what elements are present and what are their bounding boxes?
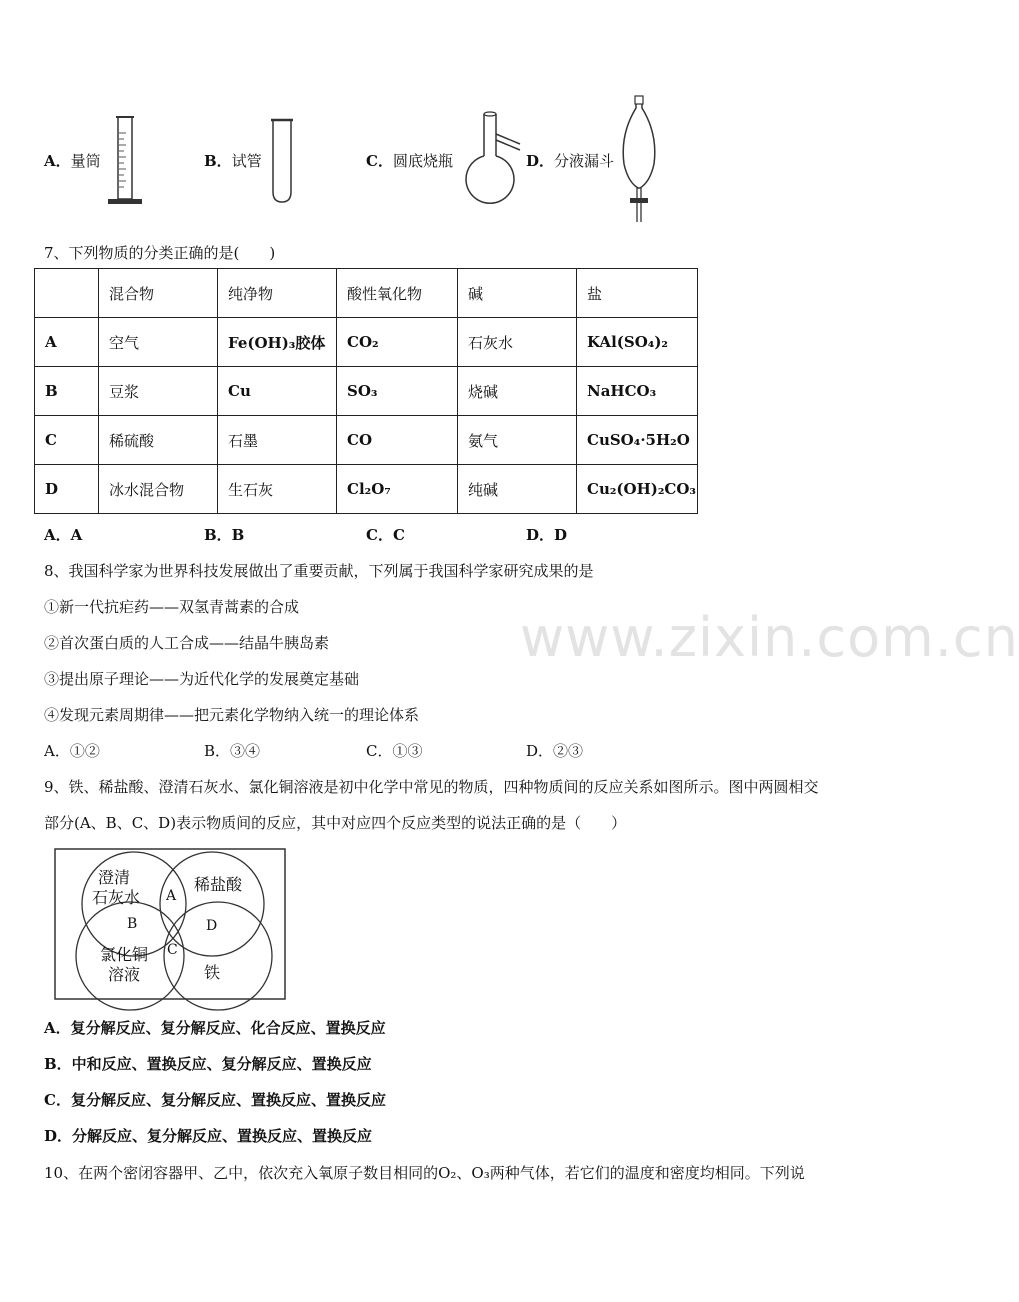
venn-label-limewater-2: 石灰水 <box>92 888 141 907</box>
table-row <box>35 367 698 416</box>
table-header-cell: 盐 <box>577 269 698 318</box>
classification-table <box>34 268 698 514</box>
venn-region-c: C <box>167 942 178 958</box>
q10-stem: 10、在两个密闭容器甲、乙中，依次充入氧原子数目相同的O₂、O₃两种气体，若它们的温度和密度均相同。下列说 <box>44 1164 805 1182</box>
q9-option-c <box>44 1089 386 1110</box>
q8-item: ④发现元素周期律——把元素化学物纳入统一的理论体系 <box>44 706 420 724</box>
option-text: A．复分解反应、复分解反应、化合反应、置换反应 <box>44 1019 386 1037</box>
table-cell: 纯碱 <box>458 465 577 514</box>
q8-item: ①新一代抗疟药——双氢青蒿素的合成 <box>44 598 300 616</box>
q9-stem-line2: 部分(A、B、C、D)表示物质间的反应，其中对应四个反应类型的说法正确的是（ ） <box>44 814 627 832</box>
q8-item: ③提出原子理论——为近代化学的发展奠定基础 <box>44 670 360 688</box>
venn-label-cucl2-2: 溶液 <box>108 965 141 984</box>
option-letter: C． <box>366 152 393 170</box>
option-c-apparatus <box>366 150 453 171</box>
table-cell: 稀硫酸 <box>99 416 218 465</box>
q8-stem: 8、我国科学家为世界科技发展做出了重要贡献，下列属于我国科学家研究成果的是 <box>44 562 594 580</box>
table-cell: Cu <box>218 367 337 416</box>
option-text: 量筒 <box>70 152 101 170</box>
q9-option-a <box>44 1017 386 1038</box>
table-cell: 冰水混合物 <box>99 465 218 514</box>
q7-option-b: B．B <box>204 526 245 544</box>
option-text: D．分解反应、复分解反应、置换反应、置换反应 <box>44 1127 373 1145</box>
table-header-cell: 纯净物 <box>218 269 337 318</box>
separatory-funnel-icon <box>616 94 664 228</box>
venn-region-a: A <box>166 888 177 904</box>
measuring-cylinder-icon <box>106 113 146 208</box>
table-header-cell: 碱 <box>458 269 577 318</box>
option-letter: A． <box>44 152 71 170</box>
option-text: 圆底烧瓶 <box>392 152 453 170</box>
row-label: A <box>35 318 99 367</box>
venn-label-iron: 铁 <box>204 963 221 982</box>
option-text: B．中和反应、置换反应、复分解反应、置换反应 <box>44 1055 372 1073</box>
table-row <box>35 416 698 465</box>
table-cell: Cu₂(OH)₂CO₃ <box>577 465 698 514</box>
q7-option-d: D．D <box>526 526 568 544</box>
table-cell: 烧碱 <box>458 367 577 416</box>
venn-region-d: D <box>206 918 218 934</box>
q9-stem-line1: 9、铁、稀盐酸、澄清石灰水、氯化铜溶液是初中化学中常见的物质，四种物质间的反应关系如图所示。图中两圆相交 <box>44 778 819 796</box>
table-header-cell <box>35 269 99 318</box>
table-header-row <box>35 269 698 318</box>
option-text: 试管 <box>231 152 262 170</box>
option-text: C．复分解反应、复分解反应、置换反应、置换反应 <box>44 1091 386 1109</box>
table-row <box>35 318 698 367</box>
table-header-cell: 酸性氧化物 <box>337 269 458 318</box>
row-label: D <box>35 465 99 514</box>
table-cell: CO <box>337 416 458 465</box>
table-cell: 生石灰 <box>218 465 337 514</box>
table-cell: KAl(SO₄)₂ <box>577 318 698 367</box>
option-a-apparatus <box>44 150 101 171</box>
venn-label-limewater-1: 澄清 <box>98 868 131 887</box>
table-cell: CuSO₄·5H₂O <box>577 416 698 465</box>
table-cell: Cl₂O₇ <box>337 465 458 514</box>
table-cell: SO₃ <box>337 367 458 416</box>
option-b-apparatus <box>204 150 262 171</box>
table-cell: CO₂ <box>337 318 458 367</box>
table-header-cell: 混合物 <box>99 269 218 318</box>
watermark: www.zixin.com.cn <box>520 606 1019 669</box>
option-d-apparatus <box>526 150 614 171</box>
option-letter: D． <box>526 152 555 170</box>
q8-option-a: A．①② <box>44 742 100 760</box>
venn-label-hcl: 稀盐酸 <box>194 875 243 894</box>
q7-option-c: C．C <box>366 526 405 544</box>
venn-circle-hcl <box>160 852 264 956</box>
table-cell: 空气 <box>99 318 218 367</box>
venn-diagram <box>54 848 286 1000</box>
table-cell: Fe(OH)₃胶体 <box>218 318 337 367</box>
table-cell: 石灰水 <box>458 318 577 367</box>
table-cell: 豆浆 <box>99 367 218 416</box>
venn-region-b: B <box>127 916 138 932</box>
option-text: 分液漏斗 <box>554 152 615 170</box>
q9-option-d <box>44 1125 372 1146</box>
q8-option-b: B．③④ <box>204 742 261 760</box>
row-label: B <box>35 367 99 416</box>
row-label: C <box>35 416 99 465</box>
round-bottom-flask-icon <box>462 108 524 210</box>
q8-option-d: D．②③ <box>526 742 584 760</box>
table-cell: NaHCO₃ <box>577 367 698 416</box>
test-tube-icon <box>268 116 296 206</box>
q8-item: ②首次蛋白质的人工合成——结晶牛胰岛素 <box>44 634 330 652</box>
q7-stem: 7、下列物质的分类正确的是( ) <box>44 244 276 262</box>
table-cell: 氨气 <box>458 416 577 465</box>
option-letter: B． <box>204 152 232 170</box>
q7-option-a: A．A <box>44 526 83 544</box>
venn-label-cucl2-1: 氯化铜 <box>100 945 149 964</box>
q9-option-b <box>44 1053 372 1074</box>
table-cell: 石墨 <box>218 416 337 465</box>
table-row <box>35 465 698 514</box>
q8-option-c: C．①③ <box>366 742 423 760</box>
